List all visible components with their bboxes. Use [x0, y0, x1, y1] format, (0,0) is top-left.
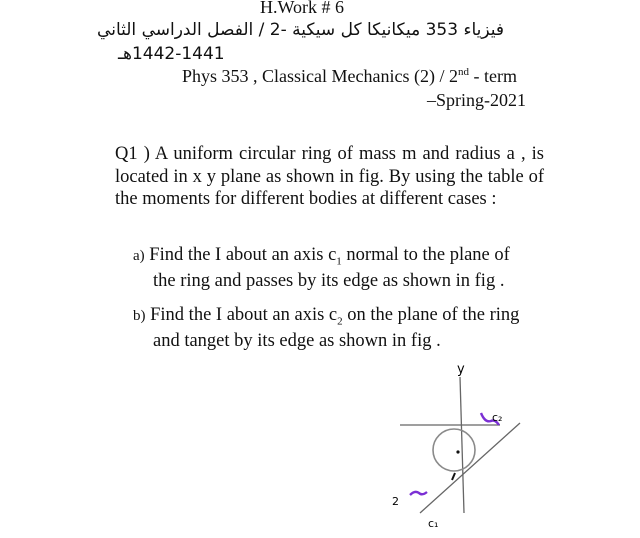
rotation-arrow-left: [410, 492, 427, 495]
label-y: y: [457, 362, 465, 377]
ring: [433, 429, 475, 471]
part-b-line-2: and tanget by its edge as shown in fig .: [153, 331, 441, 351]
term-line: –Spring-2021: [427, 90, 526, 110]
y-axis: [460, 377, 464, 513]
pass-mark: [452, 473, 455, 480]
homework-title: H.Work # 6: [260, 0, 345, 17]
part-a-line-2: the ring and passes by its edge as shown in fig .: [153, 271, 505, 291]
part-b-text: Find the I about an axis c: [150, 305, 338, 325]
part-a-tag: a): [133, 248, 145, 264]
part-a-subscript: 1: [336, 255, 342, 268]
label-c1: c₁: [428, 517, 439, 530]
part-b-text-cont: on the plane of the ring: [342, 305, 520, 325]
course-line: [182, 66, 517, 87]
question-1-text: Q1 ) A uniform circular ring of mass m and radius a , is located in x y plane as shown in fig. By using the table of the moments for different bodies at different cases :: [115, 144, 544, 209]
course-superscript: nd: [457, 66, 469, 78]
arabic-year: 1442-1441هـ: [118, 44, 225, 64]
center-dot: [456, 450, 459, 453]
label-left: 2: [392, 495, 399, 508]
part-b-subscript: 2: [337, 315, 343, 328]
course-main: Phys 353 , Classical Mechanics (2) / 2: [182, 66, 458, 86]
label-c2: c₂: [492, 411, 503, 424]
part-a-text: Find the I about an axis c: [149, 245, 337, 265]
ring-figure: [380, 355, 540, 535]
part-a-text-cont: normal to the plane of: [341, 245, 510, 265]
course-tail: - term: [468, 66, 517, 86]
part-b-tag: b): [133, 308, 146, 324]
arabic-course-line: فيزياء 353 ميكانيكا كل سيكية -2 / الفصل الدراسي الثاني: [97, 20, 504, 40]
